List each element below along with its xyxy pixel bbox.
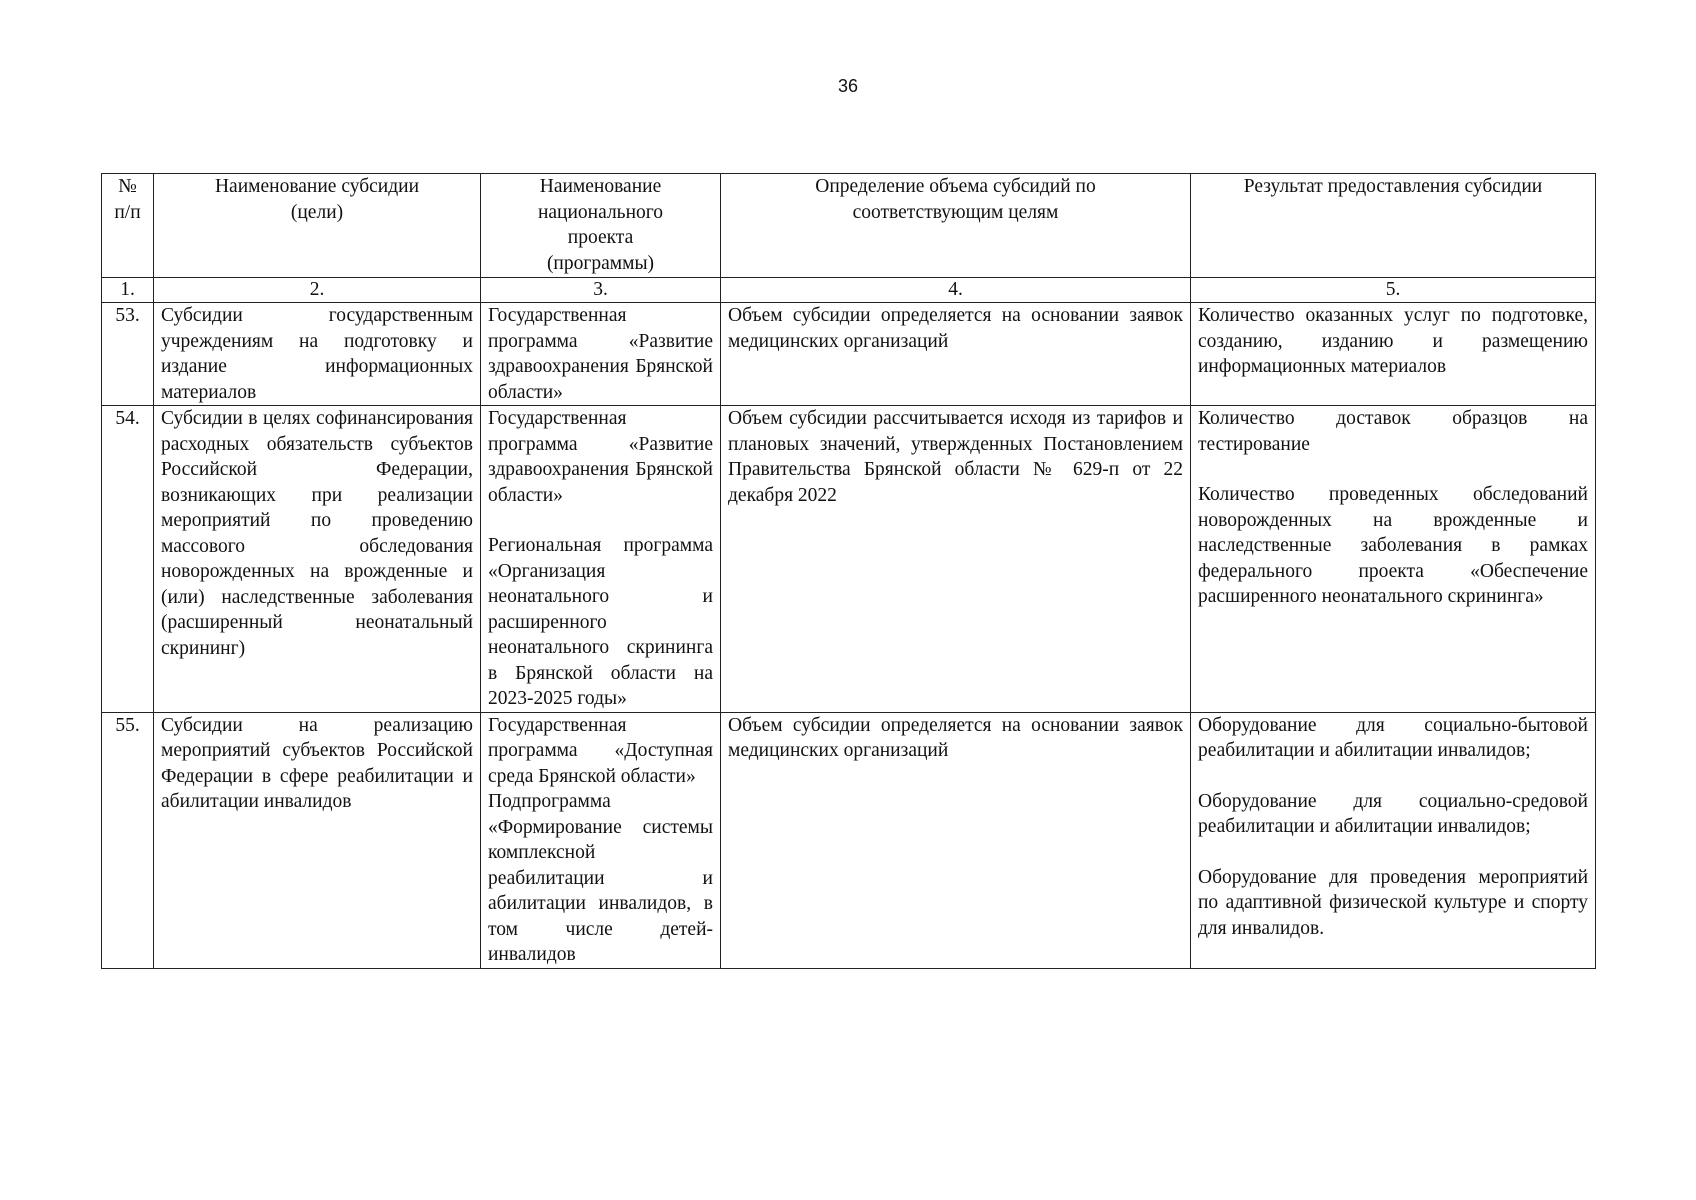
table-row [102, 406, 1596, 713]
subsidy-name: Субсидии на реализацию мероприятий субъектов Российской Федерации в сфере реабилитации и абилитации инвалидов [154, 712, 481, 968]
header-line: соответствующим целям [852, 201, 1059, 223]
header-row [102, 174, 1596, 278]
table-row [102, 303, 1596, 406]
row-number: 55. [102, 712, 154, 968]
header-line: проекта [567, 227, 634, 248]
page-number: 36 [837, 76, 859, 96]
project-name [481, 712, 721, 968]
project-name [481, 303, 721, 406]
subsidy-result [1191, 303, 1596, 406]
project-paragraph: Подпрограмма «Формирование системы комплексной реабилитации и абилитации инвалидов, в том числе детей-инвалидов [488, 791, 713, 965]
volume-definition: Объем субсидии определяется на основании заявок медицинских организаций [721, 303, 1191, 406]
column-number: 2. [154, 278, 481, 303]
result-paragraph: Оборудование для социально-бытовой реабилитации и абилитации инвалидов; [1198, 714, 1588, 761]
subsidy-name: Субсидии в целях софинансирования расходных обязательств субъектов Российской Федерации, возникающих при реализации мероприятий по проведению массового обследования новорожденных на врожденные и (или) наследственные заболевания (расширенный неонатальный скрининг) [154, 406, 481, 713]
column-number: 4. [721, 278, 1191, 303]
project-paragraph: Государственная программа «Развитие здравоохранения Брянской области» [488, 305, 713, 403]
header-subsidy-name [154, 174, 481, 278]
paragraph-gap [1198, 840, 1588, 865]
result-paragraph: Количество доставок образцов на тестирование [1198, 408, 1588, 455]
column-number-row [102, 278, 1596, 303]
header-line: Наименование субсидии [214, 176, 420, 197]
header-line: № [118, 176, 137, 197]
header-line: (цели) [290, 201, 344, 223]
subsidy-table [101, 173, 1596, 969]
result-paragraph: Оборудование для проведения мероприятий по адаптивной физической культуре и спорту для инвалидов. [1198, 866, 1588, 939]
column-number: 5. [1191, 278, 1596, 303]
header-line: Результат предоставления субсидии [1243, 176, 1543, 197]
paragraph-gap [1198, 764, 1588, 789]
project-paragraph: Государственная программа «Развитие здравоохранения Брянской области» [488, 408, 713, 506]
column-number: 3. [481, 278, 721, 303]
header-volume [721, 174, 1191, 278]
volume-definition: Объем субсидии определяется на основании заявок медицинских организаций [721, 712, 1191, 968]
header-line: п/п [114, 201, 141, 223]
project-paragraph: Государственная программа «Доступная среда Брянской области» [488, 714, 713, 787]
header-result [1191, 174, 1596, 278]
subsidy-result [1191, 712, 1596, 968]
subsidy-result [1191, 406, 1596, 713]
header-line: Определение объема субсидий по [815, 176, 1096, 197]
header-line: (программы) [546, 252, 655, 274]
header-line: национального [537, 201, 664, 223]
paragraph-gap [488, 508, 713, 533]
project-paragraph: Региональная программа «Организация неонатального и расширенного неонатального скрининга в Брянской области на 2023-2025 годы» [488, 535, 713, 709]
row-number: 54. [102, 406, 154, 713]
paragraph-gap [1198, 457, 1588, 482]
header-number [102, 174, 154, 278]
table-row [102, 712, 1596, 968]
column-number: 1. [102, 278, 154, 303]
header-project-name [481, 174, 721, 278]
header-line: Наименование [539, 176, 662, 197]
result-paragraph: Количество оказанных услуг по подготовке, созданию, изданию и размещению информационных материалов [1198, 305, 1588, 377]
project-name [481, 406, 721, 713]
row-number: 53. [102, 303, 154, 406]
volume-definition: Объем субсидии рассчитывается исходя из тарифов и плановых значений, утвержденных Постановлением Правительства Брянской области № 629-п от 22 декабря 2022 [721, 406, 1191, 713]
result-paragraph: Количество проведенных обследований новорожденных на врожденные и наследственные заболевания в рамках федерального проекта «Обеспечение расширенного неонатального скрининга» [1198, 484, 1588, 607]
subsidy-name: Субсидии государственным учреждениям на подготовку и издание информационных материалов [154, 303, 481, 406]
result-paragraph: Оборудование для социально-средовой реабилитации и абилитации инвалидов; [1198, 790, 1588, 837]
